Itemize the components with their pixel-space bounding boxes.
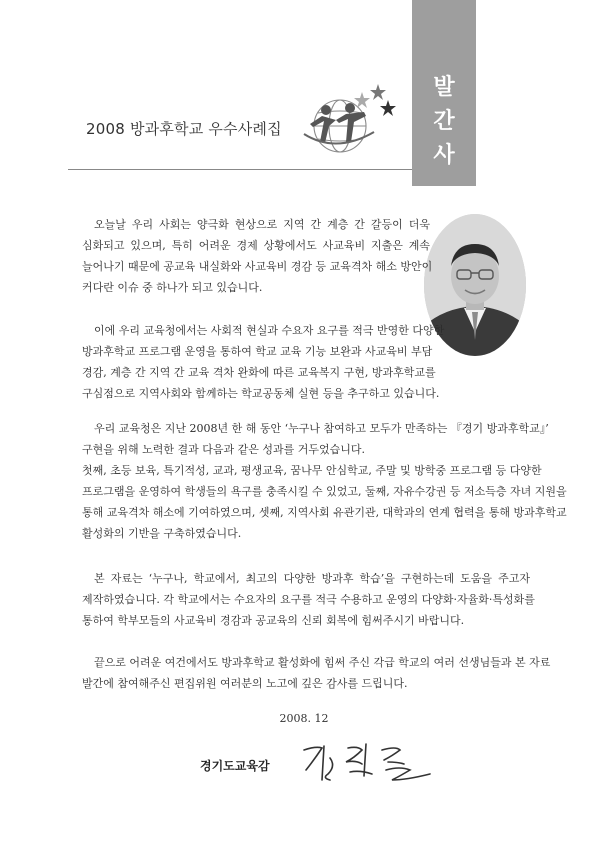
paragraph-line: 끝으로 어려운 여건에서도 방과후학교 활성화에 힘써 주신 각급 학교의 여러 선생님들과 본 자료 bbox=[94, 656, 551, 669]
paragraph-line: 첫째, 초등 보육, 특기적성, 교과, 평생교육, 꿈나무 안심학교, 주말 및 방학중 프로그램 등 다양한 bbox=[82, 464, 542, 477]
paragraph-line: 통해 교육격차 해소에 기여하였으며, 셋째, 지역사회 유관기관, 대학과의 연계 협력을 통해 방과후학교 bbox=[82, 506, 567, 519]
paragraph-5 bbox=[82, 652, 551, 694]
paragraph-line: 오늘날 우리 사회는 양극화 현상으로 지역 간 계층 간 갈등이 더욱 bbox=[94, 218, 430, 231]
paragraph-line: 구심점으로 지역사회와 함께하는 학교공동체 실현 등을 추구하고 있습니다. bbox=[82, 387, 440, 400]
signer-title: 경기도교육감 bbox=[200, 759, 270, 773]
paragraph-line: 제작하였습니다. 각 학교에서는 수요자의 요구를 적극 수용하고 운영의 다양화·자율화·특성화를 bbox=[82, 593, 535, 606]
paragraph-line: 경감, 계층 간 지역 간 교육 격차 완화에 따른 교육복지 구현, 방과후학교를 bbox=[82, 366, 436, 379]
section-tab bbox=[412, 0, 476, 186]
paragraph-3 bbox=[82, 418, 567, 544]
paragraph-2 bbox=[82, 320, 530, 404]
paragraph-line: 프로그램을 운영하여 학생들의 욕구를 충족시킬 수 있었고, 둘째, 자유수강권 등 저소득층 자녀 지원을 bbox=[82, 485, 567, 498]
paragraph-line: 방과후학교 프로그램 운영을 통하여 학교 교육 기능 보완과 사교육비 부담 bbox=[82, 345, 433, 358]
paragraph-1 bbox=[82, 214, 530, 298]
paragraph-line: 활성화의 기반을 구축하였습니다. bbox=[82, 527, 242, 540]
handwritten-signature bbox=[300, 740, 436, 786]
paragraph-line: 본 자료는 ‘누구나, 학교에서, 최고의 다양한 방과후 학습’을 구현하는데 도움을 주고자 bbox=[94, 572, 530, 585]
document-title: 2008 방과후학교 우수사례집 bbox=[86, 120, 282, 138]
issue-date: 2008. 12 bbox=[279, 712, 329, 725]
paragraph-line: 늘어나기 때문에 공교육 내실화와 사교육비 경감 등 교육격차 해소 방안이 bbox=[82, 260, 433, 273]
paragraph-line: 이에 우리 교육청에서는 사회적 현실과 수요자 요구를 적극 반영한 다양한 bbox=[94, 324, 445, 337]
header-rule bbox=[68, 169, 412, 170]
paragraph-line: 우리 교육청은 지난 2008년 한 해 동안 ‘누구나 참여하고 모두가 만족하는 『경기 방과후학교』’ bbox=[94, 422, 549, 435]
paragraph-line: 구현을 위해 노력한 결과 다음과 같은 성과를 거두었습니다. bbox=[82, 443, 365, 456]
section-char-2: 간 bbox=[433, 109, 455, 134]
paragraph-line: 발간에 참여해주신 편집위원 여러분의 노고에 깊은 감사를 드립니다. bbox=[82, 677, 408, 690]
paragraph-line: 커다란 이슈 중 하나가 되고 있습니다. bbox=[82, 281, 263, 294]
education-logo-icon bbox=[296, 80, 400, 158]
section-char-1: 발 bbox=[433, 75, 455, 100]
paragraph-4 bbox=[82, 568, 535, 631]
paragraph-line: 통하여 학부모들의 사교육비 경감과 공교육의 신뢰 회복에 힘써주시기 바랍니다. bbox=[82, 614, 465, 627]
section-char-3: 사 bbox=[433, 143, 455, 168]
paragraph-line: 심화되고 있으며, 특히 어려운 경제 상황에서도 사교육비 지출은 계속 bbox=[82, 239, 430, 252]
